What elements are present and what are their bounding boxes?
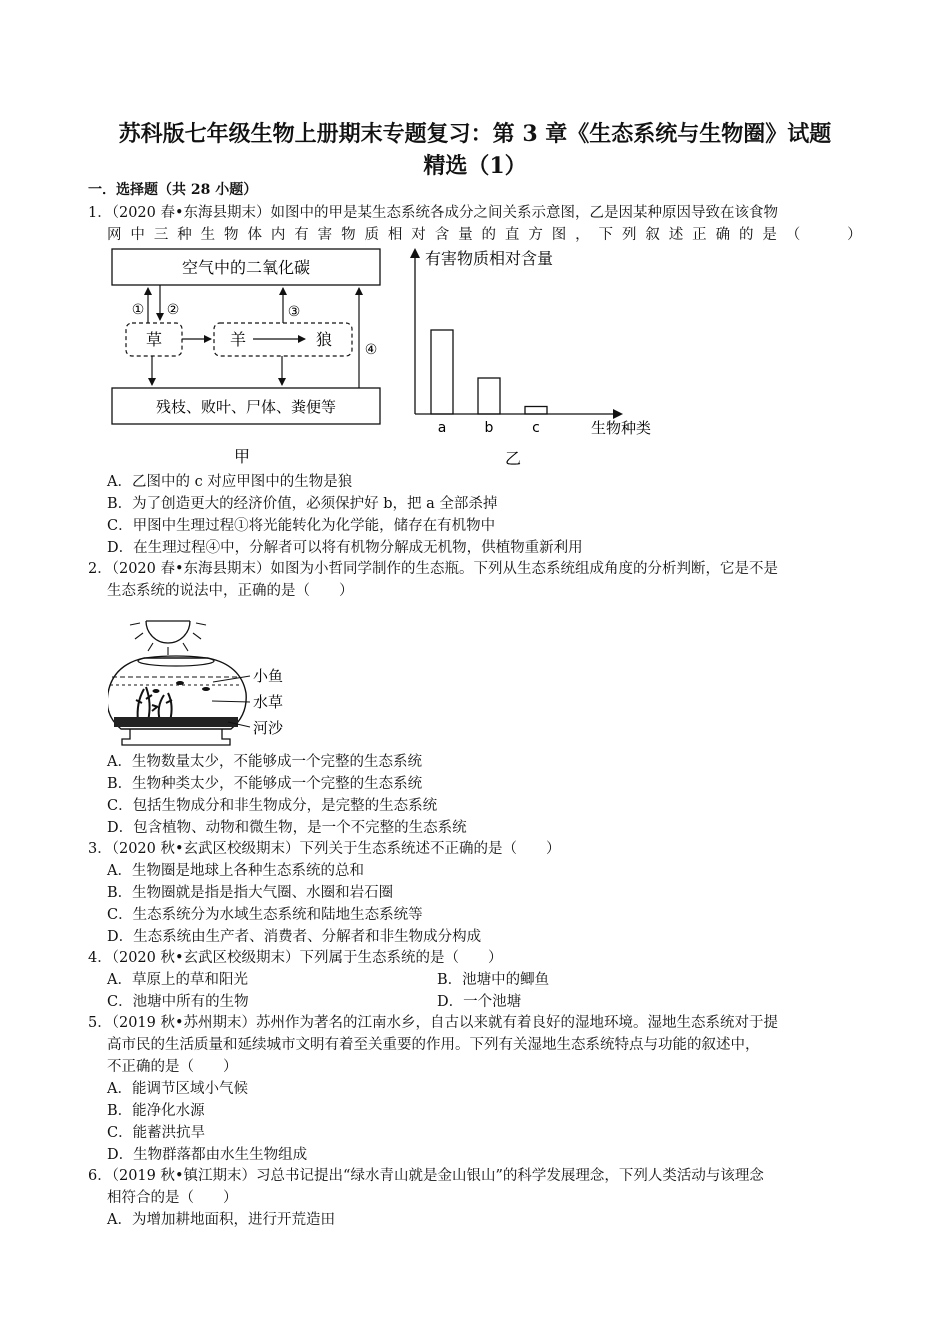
x-axis-label: 生物种类: [591, 419, 652, 437]
section-heading: 一．选择题（共 28 小题）: [88, 182, 258, 198]
sand-layer: [114, 717, 238, 727]
q6-stem-line2: 相符合的是（ ）: [107, 1190, 238, 1206]
fish-icons: [153, 681, 211, 693]
mark-3: ③: [287, 304, 301, 320]
bar-c: [525, 407, 547, 415]
label-fish: 小鱼: [253, 667, 284, 685]
q3-option-d: D．生态系统由生产者、消费者、分解者和非生物成分构成: [107, 929, 482, 945]
doc-title-line1: 苏科版七年级生物上册期末专题复习：第 3 章《生态系统与生物圈》试题: [118, 121, 832, 147]
q5-option-d: D．生物群落都由水生生物组成: [107, 1147, 308, 1163]
q3-option-c: C．生态系统分为水域生态系统和陆地生态系统等: [107, 907, 423, 923]
caption-yi: 乙: [504, 449, 522, 468]
q4-stem: 4．（2020 秋•玄武区校级期末）下列属于生态系统的是（ ）: [88, 950, 503, 966]
doc-title-line2: 精选（1）: [423, 153, 527, 179]
wolf-label: 狼: [315, 330, 333, 349]
q4-option-a: A．草原上的草和阳光: [107, 972, 248, 988]
q1-option-a: A．乙图中的 c 对应甲图中的生物是狼: [107, 474, 353, 490]
bars-group: [431, 330, 547, 414]
q2-stem-line2: 生态系统的说法中，正确的是（ ）: [107, 583, 354, 599]
q6-stem-line1: 6．（2019 秋•镇江期末）习总书记提出“绿水青山就是金山银山”的科学发展理念，下列人类活动与该理念: [88, 1168, 764, 1184]
q2-option-a: A．生物数量太少，不能够成一个完整的生态系统: [107, 754, 422, 770]
doc-title: [60, 118, 890, 182]
figure-eco-bottle: [108, 603, 298, 748]
residue-label: 残枝、败叶、尸体、粪便等: [155, 398, 337, 416]
grass-label: 草: [145, 330, 163, 349]
x-axis-arrow: [613, 409, 623, 419]
caption-jia: 甲: [233, 447, 251, 466]
q6-option-a: A．为增加耕地面积，进行开荒造田: [107, 1212, 335, 1228]
bottle-base: [122, 729, 230, 745]
q2-option-c: C．包括生物成分和非生物成分，是完整的生态系统: [107, 798, 438, 814]
q1-stem-line2: 网 中 三 种 生 物 体 内 有 害 物 质 相 对 含 量 的 直 方 图 ， 下 列 叙 述 正 确 的 是 （ ）: [107, 227, 862, 243]
mark-1: ①: [131, 302, 145, 318]
q5-option-b: B．能净化水源: [107, 1103, 205, 1119]
bar-b: [478, 378, 500, 414]
y-axis-arrow: [410, 248, 420, 258]
mark-2: ②: [166, 302, 180, 318]
q1-option-d: D．在生理过程④中，分解者可以将有机物分解成无机物，供植物重新利用: [107, 540, 583, 556]
q4-option-b: B．池塘中的鲫鱼: [437, 972, 550, 988]
q5-stem-line3: 不正确的是（ ）: [107, 1059, 238, 1075]
q3-option-b: B．生物圈就是指是指大气圈、水圈和岩石圈: [107, 885, 394, 901]
sun-icon: [146, 621, 190, 643]
q3-stem: 3．（2020 秋•玄武区校级期末）下列关于生态系统述不正确的是（ ）: [88, 841, 561, 857]
q1-option-b: B．为了创造更大的经济价值，必须保护好 b，把 a 全部杀掉: [107, 496, 498, 512]
sheep-label: 羊: [229, 330, 247, 349]
y-axis-label: 有害物质相对含量: [425, 249, 554, 268]
q4-option-d: D．一个池塘: [437, 994, 522, 1010]
label-weed: 水草: [253, 693, 284, 711]
tick-label-a: a: [437, 420, 447, 436]
q1-option-c: C．甲图中生理过程①将光能转化为化学能，储存在有机物中: [107, 518, 496, 534]
tick-label-b: b: [484, 420, 494, 436]
q2-option-d: D．包含植物、动物和微生物，是一个不完整的生态系统: [107, 820, 467, 836]
figure-yi-chart: [405, 244, 675, 469]
q3-option-a: A．生物圈是地球上各种生态系统的总和: [107, 863, 364, 879]
q4-option-c: C．池塘中所有的生物: [107, 994, 249, 1010]
mark-4: ④: [364, 342, 378, 358]
figure-jia: [108, 244, 388, 469]
q5-stem-line2: 高市民的生活质量和延续城市文明有着至关重要的作用。下列有关湿地生态系统特点与功能的叙述中，: [107, 1037, 760, 1053]
air-co2-label: 空气中的二氧化碳: [181, 258, 311, 277]
q5-option-c: C．能蓄洪抗旱: [107, 1125, 206, 1141]
q1-stem-line1: 1．（2020 春•东海县期末）如图中的甲是某生态系统各成分之间关系示意图，乙是因某种原因导致在该食物: [88, 205, 779, 221]
tick-labels-group: [438, 420, 540, 436]
bar-a: [431, 330, 453, 414]
tick-label-c: c: [532, 420, 540, 436]
q2-option-b: B．生物种类太少，不能够成一个完整的生态系统: [107, 776, 423, 792]
q2-stem-line1: 2．（2020 春•东海县期末）如图为小哲同学制作的生态瓶。下列从生态系统组成角度的分析判断，它是不是: [88, 561, 779, 577]
label-sand: 河沙: [253, 719, 284, 737]
q5-option-a: A．能调节区域小气候: [107, 1081, 248, 1097]
q5-stem-line1: 5．（2019 秋•苏州期末）苏州作为著名的江南水乡，自古以来就有着良好的湿地环境。湿地生态系统对于提: [88, 1015, 779, 1031]
